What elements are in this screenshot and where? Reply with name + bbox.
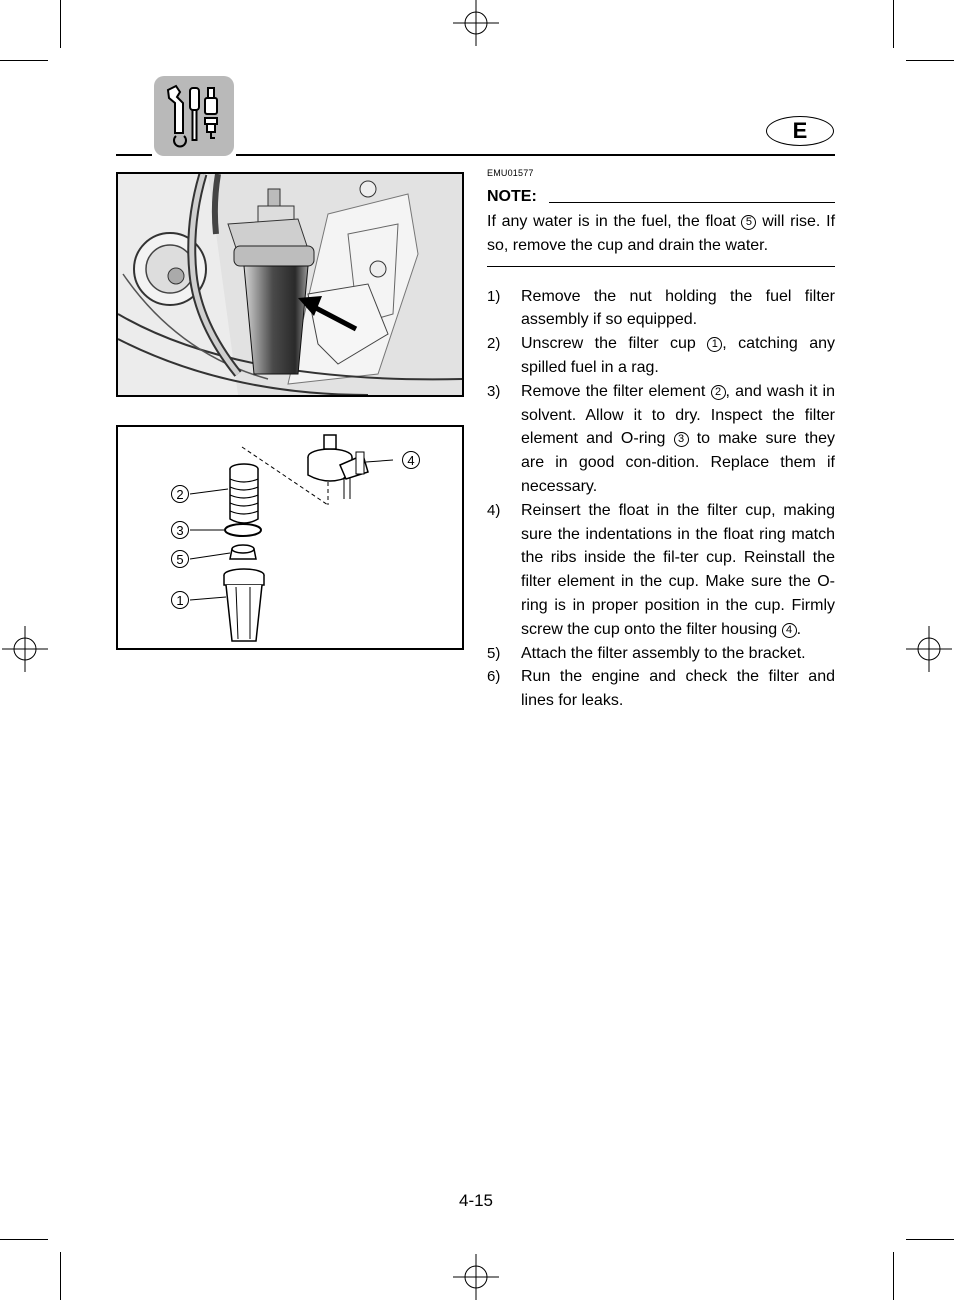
callout-ref: 5 — [741, 215, 756, 230]
step-text-part: Reinsert the float in the filter cup, making sure the indentations in the float ring match the ribs inside the fil-ter cup. Reinstall the filter element in the cup. Make sure the O-ring is in proper position in the cup. Firmly screw the cup onto the filter housing — [521, 501, 835, 638]
registration-mark — [453, 0, 499, 46]
crop-mark — [893, 0, 894, 48]
step-number: 6) — [487, 668, 501, 686]
crop-mark — [906, 60, 954, 61]
step-text — [521, 332, 835, 380]
step-text-part: , catching any spilled fuel in a rag. — [521, 335, 836, 376]
step-text-part: . — [796, 620, 802, 638]
note-body — [487, 210, 835, 258]
step-text — [521, 285, 835, 333]
step-text — [521, 665, 835, 713]
crop-mark — [906, 1239, 954, 1240]
header-rule — [116, 154, 152, 156]
crop-mark — [893, 1252, 894, 1300]
step-text — [521, 499, 835, 642]
page-number: 4-15 — [458, 1191, 494, 1210]
step-number: 5) — [487, 644, 501, 662]
step-text-part: Attach the filter assembly to the bracket. — [521, 644, 806, 662]
step-text-part: , and wash it in solvent. Allow it to dry. Inspect the filter element and O-ring — [521, 382, 835, 448]
text-column — [487, 168, 835, 713]
crop-mark — [0, 1239, 48, 1240]
step-text-part: Run the engine and check the filter and lines for leaks. — [521, 668, 835, 710]
callout-ref: 1 — [707, 337, 722, 352]
callout-float: 5 — [171, 550, 189, 568]
crop-mark — [60, 1252, 61, 1300]
header-rule — [236, 154, 835, 156]
list-item — [487, 332, 835, 380]
step-number: 4) — [487, 501, 501, 519]
step-text-part: Unscrew the filter cup — [521, 335, 708, 353]
document-code: EMU01577 — [487, 168, 534, 178]
list-item — [487, 642, 835, 666]
wrench-screwdriver-spark-plug-icon — [154, 76, 234, 156]
list-item — [487, 285, 835, 333]
note-text: If any water is in the fuel, the float — [487, 213, 742, 230]
step-number: 2) — [487, 335, 501, 353]
crop-mark — [0, 60, 48, 61]
list-item — [487, 499, 835, 642]
list-item — [487, 665, 835, 713]
step-text-part: Remove the nut holding the fuel filter assembly if so equipped. — [521, 287, 835, 329]
step-text-part: to make sure they are in good con-dition. Replace them if necessary. — [521, 430, 836, 495]
list-item — [487, 380, 835, 499]
note-heading — [487, 184, 835, 206]
callout-ref: 2 — [711, 385, 726, 400]
registration-mark — [453, 1254, 499, 1300]
note-rule — [549, 202, 835, 203]
note-text: will rise. If so, remove the cup and drain the water. — [487, 213, 836, 254]
step-number: 3) — [487, 382, 501, 400]
callout-filter-housing: 4 — [402, 451, 420, 469]
procedure-steps — [487, 285, 835, 713]
registration-mark — [906, 626, 952, 672]
language-badge: E — [766, 116, 834, 146]
step-text — [521, 642, 835, 666]
crop-mark — [60, 0, 61, 48]
fuel-filter-photo — [116, 172, 464, 397]
note-label: NOTE: — [487, 188, 537, 205]
callout-filter-cup: 1 — [171, 591, 189, 609]
registration-mark — [2, 626, 48, 672]
step-text-part: Remove the filter element — [521, 382, 711, 400]
callout-ref: 4 — [782, 623, 797, 638]
callout-o-ring: 3 — [171, 521, 189, 539]
callout-ref: 3 — [674, 432, 689, 447]
note-end-rule — [487, 266, 835, 267]
fuel-filter-exploded-diagram — [116, 425, 464, 650]
callout-filter-element: 2 — [171, 485, 189, 503]
step-text — [521, 380, 835, 499]
step-number: 1) — [487, 287, 501, 305]
